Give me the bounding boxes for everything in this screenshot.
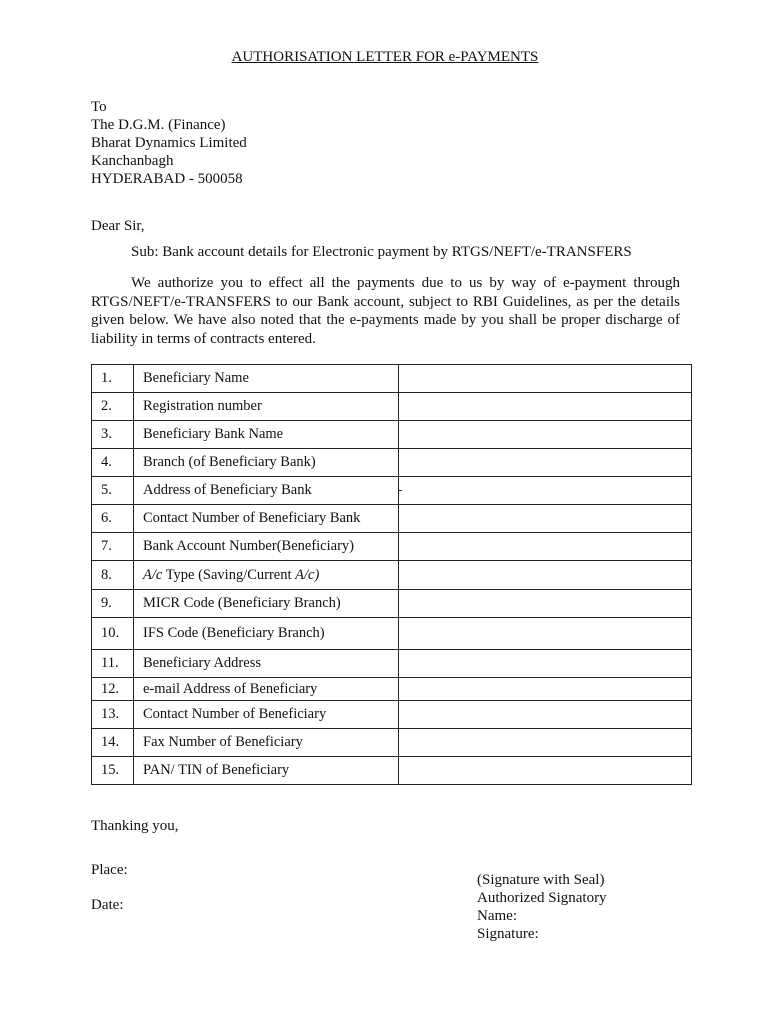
table-row <box>92 618 692 650</box>
row-number: 15. <box>92 757 134 785</box>
body-line: RTGS/NEFT/e-TRANSFERS to our Bank account, subject to RBI Guidelines, as per the details <box>91 293 680 310</box>
row-label: PAN/ TIN of Beneficiary <box>134 757 399 785</box>
row-label: Beneficiary Name <box>134 365 399 393</box>
row-label: Contact Number of Beneficiary <box>134 701 399 729</box>
table-row <box>92 421 692 449</box>
signature-block <box>477 871 607 943</box>
table-row <box>92 449 692 477</box>
body-line: We authorize you to effect all the payments due to us by way of e-payment through <box>131 275 680 291</box>
place-label: Place: <box>91 862 128 878</box>
name-label: Name: <box>477 908 517 924</box>
row-number: 1. <box>92 365 134 393</box>
beneficiary-details-table <box>91 364 692 785</box>
row-number: 4. <box>92 449 134 477</box>
table-row <box>92 561 692 590</box>
row-label: Contact Number of Beneficiary Bank <box>134 505 399 533</box>
row-number: 10. <box>92 618 134 650</box>
row-value-field[interactable] <box>399 505 692 533</box>
row-value-field[interactable] <box>399 590 692 618</box>
date-label: Date: <box>91 897 124 913</box>
row-label: IFS Code (Beneficiary Branch) <box>134 618 399 650</box>
row-label: Bank Account Number(Beneficiary) <box>134 533 399 561</box>
salutation: Dear Sir, <box>91 218 145 234</box>
recipient-address <box>91 98 247 188</box>
row-value-field[interactable] <box>399 533 692 561</box>
row-number: 3. <box>92 421 134 449</box>
row-value-field[interactable] <box>399 393 692 421</box>
row-label: MICR Code (Beneficiary Branch) <box>134 590 399 618</box>
table-row <box>92 678 692 701</box>
row-number: 6. <box>92 505 134 533</box>
row-label: Address of Beneficiary Bank <box>134 477 399 505</box>
row-value-field[interactable] <box>399 618 692 650</box>
table-row <box>92 757 692 785</box>
row-value-field[interactable] <box>399 701 692 729</box>
row-label: Fax Number of Beneficiary <box>134 729 399 757</box>
table-row <box>92 533 692 561</box>
row-value-field[interactable] <box>399 678 692 701</box>
row-number: 11. <box>92 650 134 678</box>
row-value-field[interactable] <box>399 421 692 449</box>
row-label: A/c Type (Saving/Current A/c) <box>134 561 399 590</box>
address-to: To <box>91 99 107 115</box>
table-row <box>92 393 692 421</box>
row-number: 7. <box>92 533 134 561</box>
subject-line: Sub: Bank account details for Electronic payment by RTGS/NEFT/e-TRANSFERS <box>131 244 632 260</box>
row-label: Branch (of Beneficiary Bank) <box>134 449 399 477</box>
signature-seal-note: (Signature with Seal) <box>477 872 605 888</box>
address-line: HYDERABAD - 500058 <box>91 171 243 187</box>
table-row <box>92 590 692 618</box>
row-number: 5. <box>92 477 134 505</box>
table-row <box>92 701 692 729</box>
table-row <box>92 650 692 678</box>
row-number: 13. <box>92 701 134 729</box>
row-label: Beneficiary Bank Name <box>134 421 399 449</box>
row-label: Registration number <box>134 393 399 421</box>
row-label: Beneficiary Address <box>134 650 399 678</box>
row-value-field[interactable] <box>399 729 692 757</box>
body-line: given below. We have also noted that the e-payments made by you shall be proper discharge of <box>91 312 680 328</box>
letter-title: AUTHORISATION LETTER FOR e-PAYMENTS <box>231 49 539 65</box>
authorized-signatory-label: Authorized Signatory <box>477 890 607 906</box>
row-value-field[interactable] <box>399 365 692 393</box>
row-number: 8. <box>92 561 134 590</box>
address-line: Bharat Dynamics Limited <box>91 135 247 151</box>
row-value-field[interactable] <box>399 477 692 505</box>
table-row <box>92 365 692 393</box>
table-row <box>92 729 692 757</box>
row-number: 14. <box>92 729 134 757</box>
stray-dash-mark <box>399 490 402 491</box>
row-value-field[interactable] <box>399 561 692 590</box>
table-row <box>92 477 692 505</box>
body-line: liability in terms of contracts entered. <box>91 330 316 347</box>
body-paragraph <box>91 274 680 348</box>
signature-label: Signature: <box>477 926 539 942</box>
row-number: 9. <box>92 590 134 618</box>
address-line: The D.G.M. (Finance) <box>91 117 226 133</box>
closing-line: Thanking you, <box>91 818 179 834</box>
row-value-field[interactable] <box>399 650 692 678</box>
row-value-field[interactable] <box>399 449 692 477</box>
row-label: e-mail Address of Beneficiary <box>134 678 399 701</box>
row-number: 12. <box>92 678 134 701</box>
row-value-field[interactable] <box>399 757 692 785</box>
row-number: 2. <box>92 393 134 421</box>
address-line: Kanchanbagh <box>91 153 174 169</box>
table-row <box>92 505 692 533</box>
